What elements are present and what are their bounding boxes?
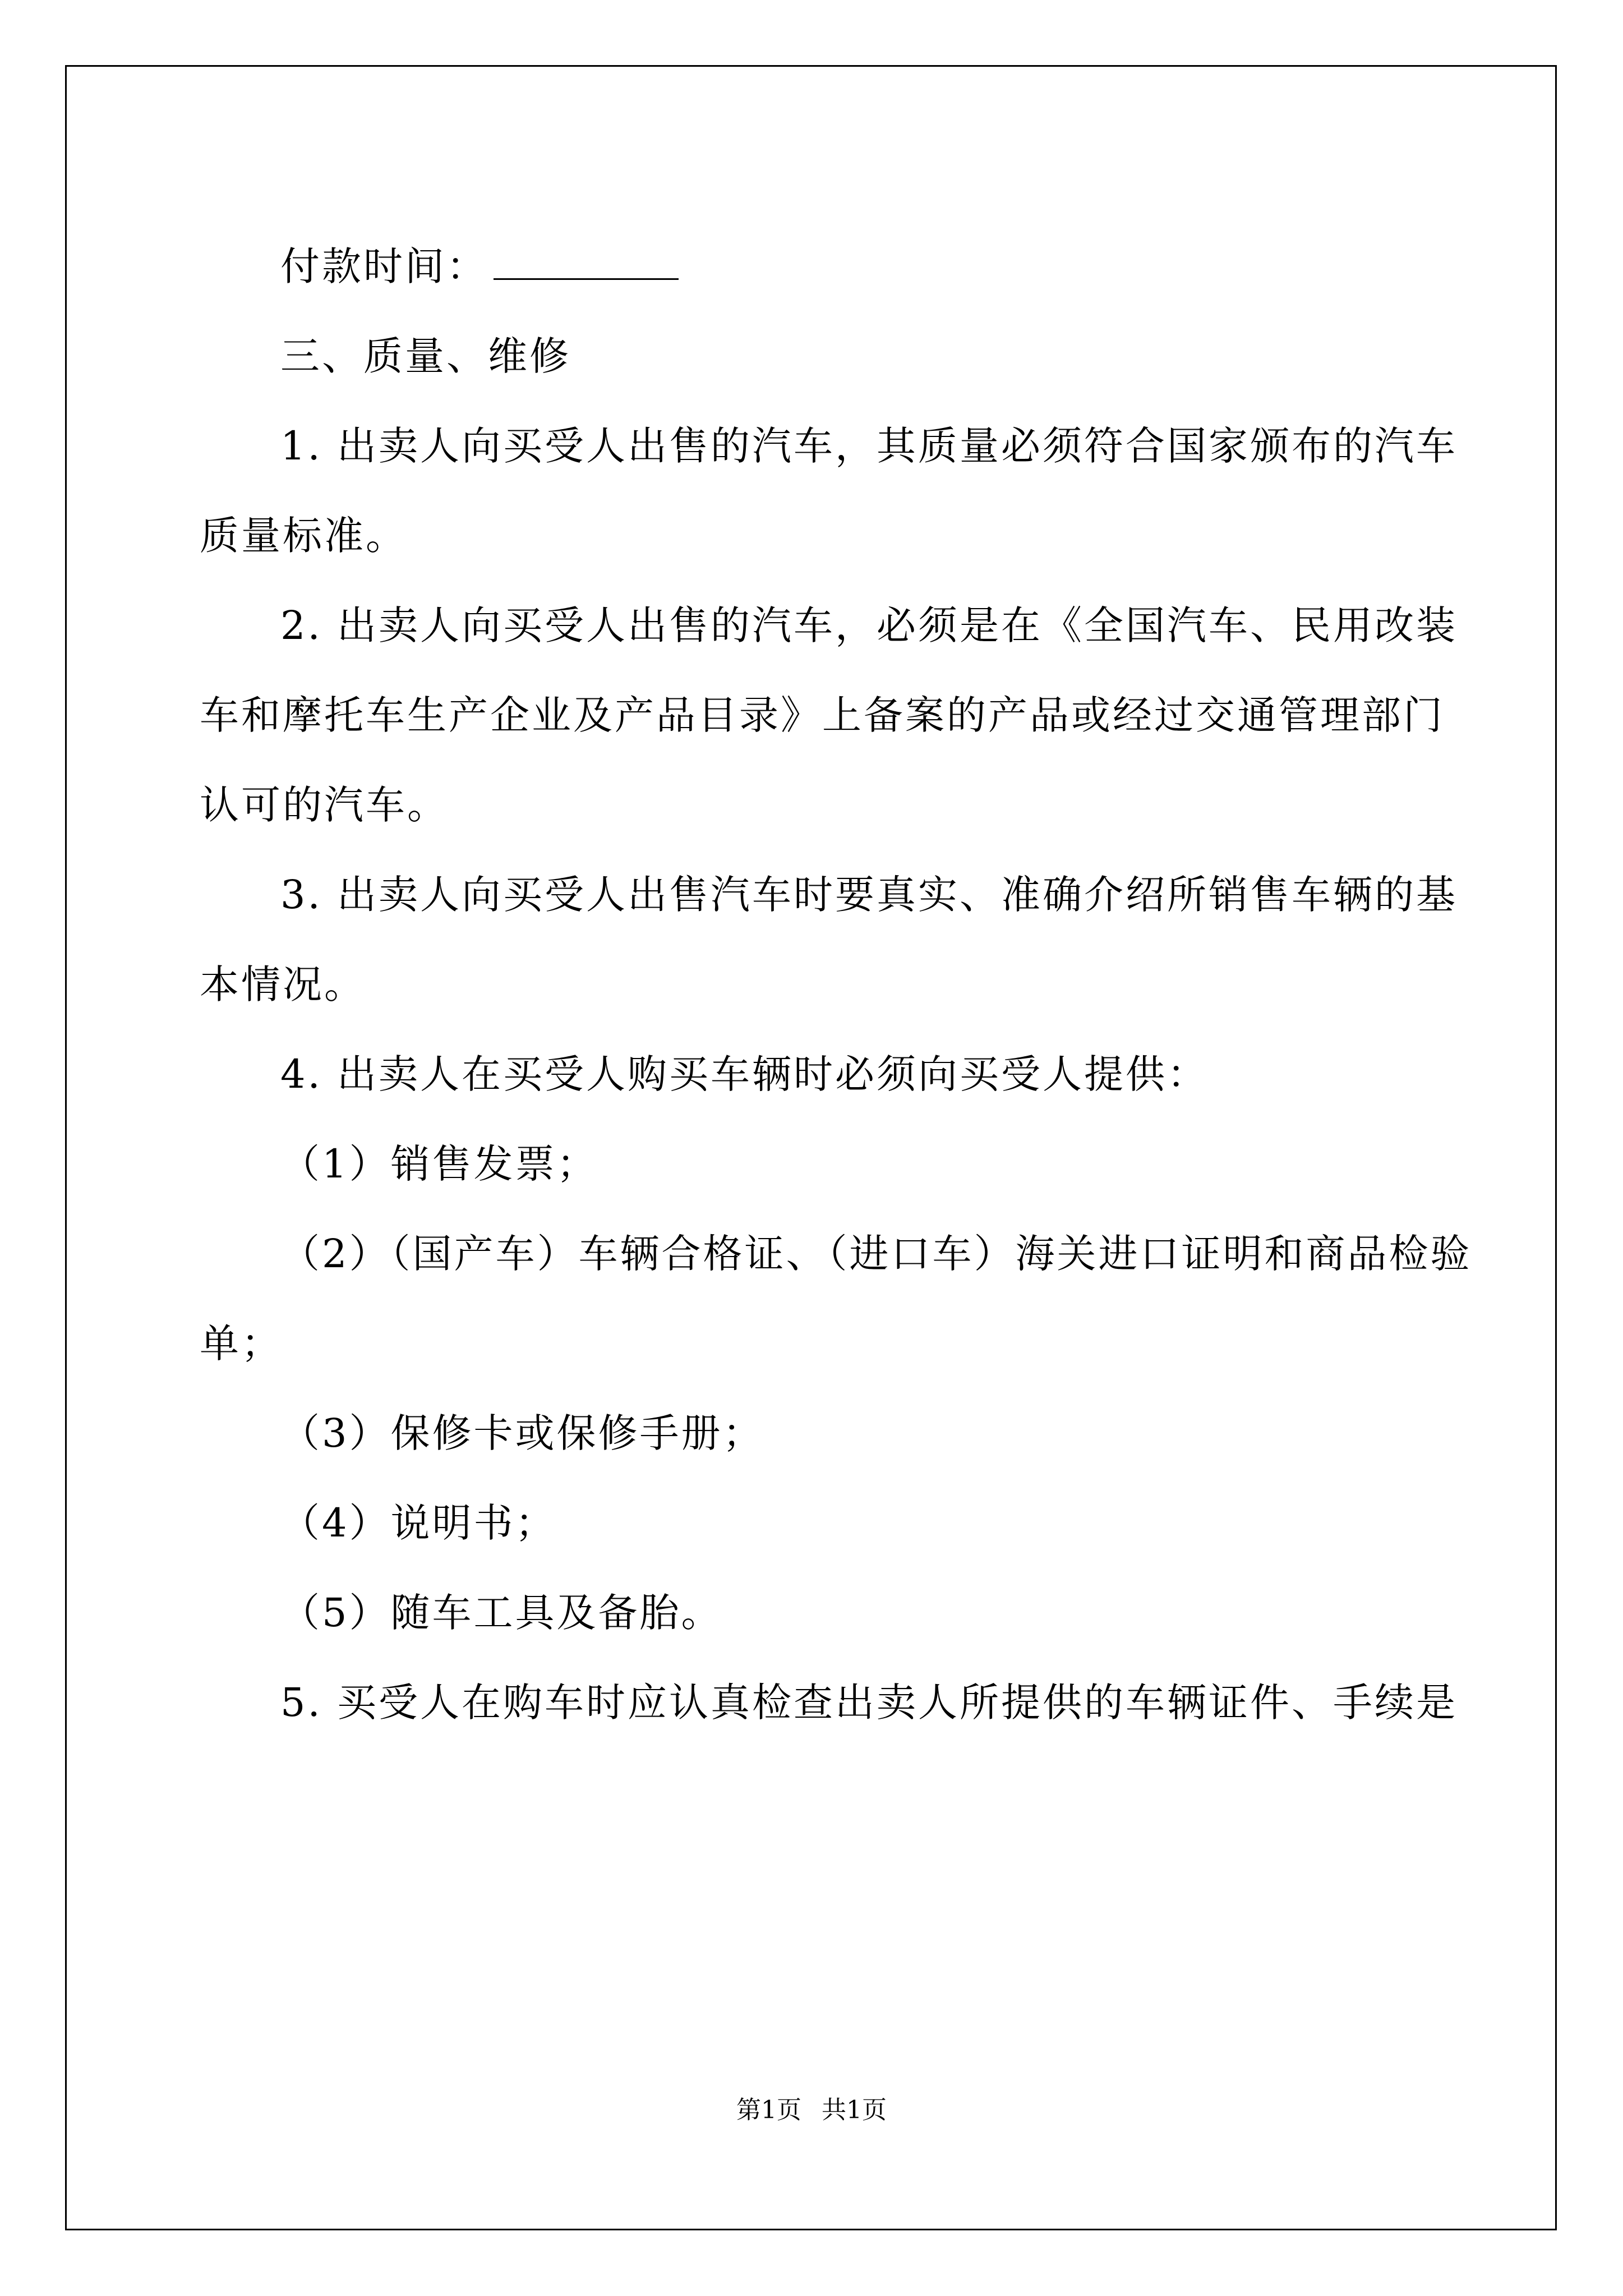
sub-item-2-line-1: （2）（国产车）车辆合格证、（进口车）海关进口证明和商品检验: [280, 1231, 1472, 1277]
item-3-line-1: 3. 出卖人向买受人出售汽车时要真实、准确介绍所销售车辆的基: [280, 872, 1458, 918]
item-1-line-2: 质量标准。: [200, 513, 407, 559]
sub-item-3: （3）保修卡或保修手册；: [280, 1410, 764, 1456]
page-footer: [0, 2090, 1623, 2125]
page-number: 第1页: [736, 2096, 801, 2124]
payment-time-label: 付款时间：: [280, 243, 488, 289]
document-body: [200, 222, 1472, 1747]
sub-item-2-line-2: 单；: [200, 1320, 283, 1366]
item-2-line-1: 2. 出卖人向买受人出售的汽车，必须是在《全国汽车、民用改装: [280, 602, 1458, 648]
item-4: 4. 出卖人在买受人购买车辆时必须向买受人提供：: [280, 1051, 1209, 1097]
sub-item-1: （1）销售发票；: [280, 1141, 598, 1187]
payment-time-blank: [494, 242, 679, 280]
sub-item-5: （5）随车工具及备胎。: [280, 1590, 723, 1636]
section-title: 三、质量、维修: [280, 333, 571, 379]
page-total: 共1页: [822, 2096, 887, 2124]
sub-item-4: （4）说明书；: [280, 1500, 557, 1546]
item-5-line-1: 5. 买受人在购车时应认真检查出卖人所提供的车辆证件、手续是: [280, 1680, 1458, 1726]
item-2-line-3: 认可的汽车。: [200, 782, 449, 828]
payment-time-line: [200, 222, 1428, 311]
item-1-line-1: 1. 出卖人向买受人出售的汽车，其质量必须符合国家颁布的汽车: [280, 423, 1458, 469]
item-2-line-2: 车和摩托车生产企业及产品目录》上备案的产品或经过交通管理部门: [200, 692, 1445, 738]
item-3-line-2: 本情况。: [200, 961, 366, 1007]
